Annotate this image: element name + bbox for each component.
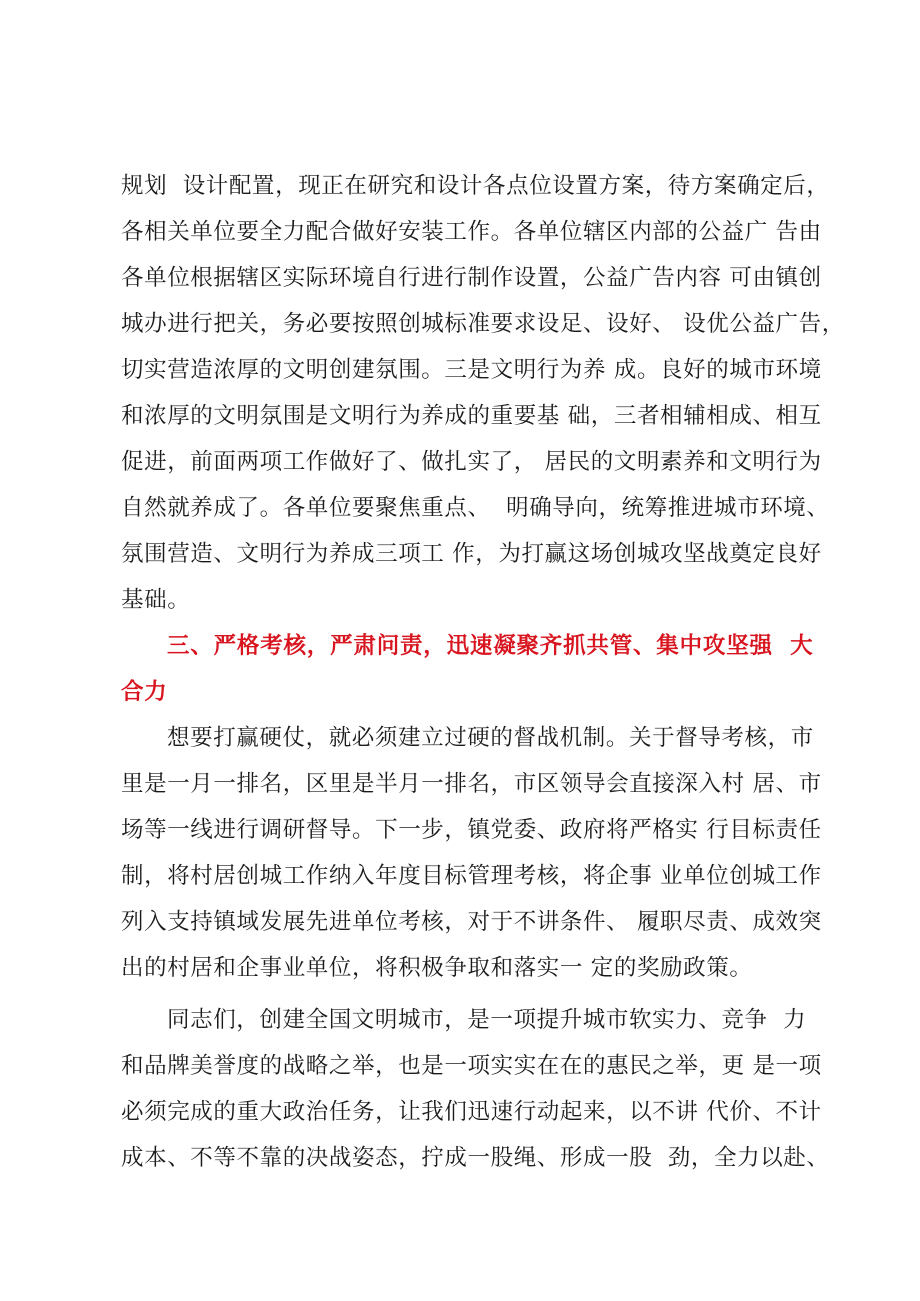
paragraph-line: 各相关单位要全力配合做好安装工作。各单位辖区内部的公益广 告由 — [121, 219, 822, 245]
paragraph-line: 场等一线进行调研督导。下一步，镇党委、政府将严格实 行目标责任 — [121, 817, 822, 843]
paragraph-line: 城办进行把关，务必要按照创城标准要求设足、设好、 设优公益广告， — [121, 311, 845, 337]
paragraph-line: 里是一月一排名，区里是半月一排名，市区领导会直接深入村 居、市 — [121, 771, 822, 797]
heading-line: 三、严格考核，严肃问责，迅速凝聚齐抓共管、集中攻坚强 大 — [167, 633, 814, 659]
paragraph-line: 各单位根据辖区实际环境自行进行制作设置，公益广告内容 可由镇创 — [121, 265, 822, 291]
paragraph-line: 促进，前面两项工作做好了、做扎实了， 居民的文明素养和文明行为 — [121, 449, 822, 475]
paragraph-line: 规划 设计配置，现正在研究和设计各点位设置方案，待方案确定后， — [121, 173, 830, 199]
paragraph-line: 成本、不等不靠的决战姿态，拧成一股绳、形成一股 劲，全力以赴、 — [121, 1145, 830, 1171]
heading-line: 合力 — [121, 679, 168, 705]
paragraph-line: 必须完成的重大政治任务，让我们迅速行动起来，以不讲 代价、不计 — [121, 1099, 822, 1125]
paragraph-line: 制，将村居创城工作纳入年度目标管理考核，将企事 业单位创城工作 — [121, 863, 822, 889]
paragraph-line: 氛围营造、文明行为养成三项工 作，为打赢这场创城攻坚战奠定良好 — [121, 541, 822, 567]
paragraph-line: 自然就养成了。各单位要聚焦重点、 明确导向，统筹推进城市环境、 — [121, 495, 830, 521]
paragraph-line: 列入支持镇域发展先进单位考核，对于不讲条件、 履职尽责、成效突 — [121, 909, 822, 935]
paragraph-line: 基础。 — [121, 587, 191, 613]
paragraph-line: 和品牌美誉度的战略之举，也是一项实实在在的惠民之举，更 是一项 — [121, 1053, 822, 1079]
paragraph-line: 和浓厚的文明氛围是文明行为养成的重要基 础，三者相辅相成、相互 — [121, 403, 822, 429]
paragraph-line: 出的村居和企事业单位，将积极争取和落实一 定的奖励政策。 — [121, 955, 753, 981]
paragraph-line: 同志们，创建全国文明城市，是一项提升城市软实力、竞争 力 — [167, 1007, 807, 1033]
paragraph-line: 切实营造浓厚的文明创建氛围。三是文明行为养 成。良好的城市环境 — [121, 357, 822, 383]
paragraph-line: 想要打赢硬仗，就必须建立过硬的督战机制。关于督导考核，市 — [167, 725, 814, 751]
